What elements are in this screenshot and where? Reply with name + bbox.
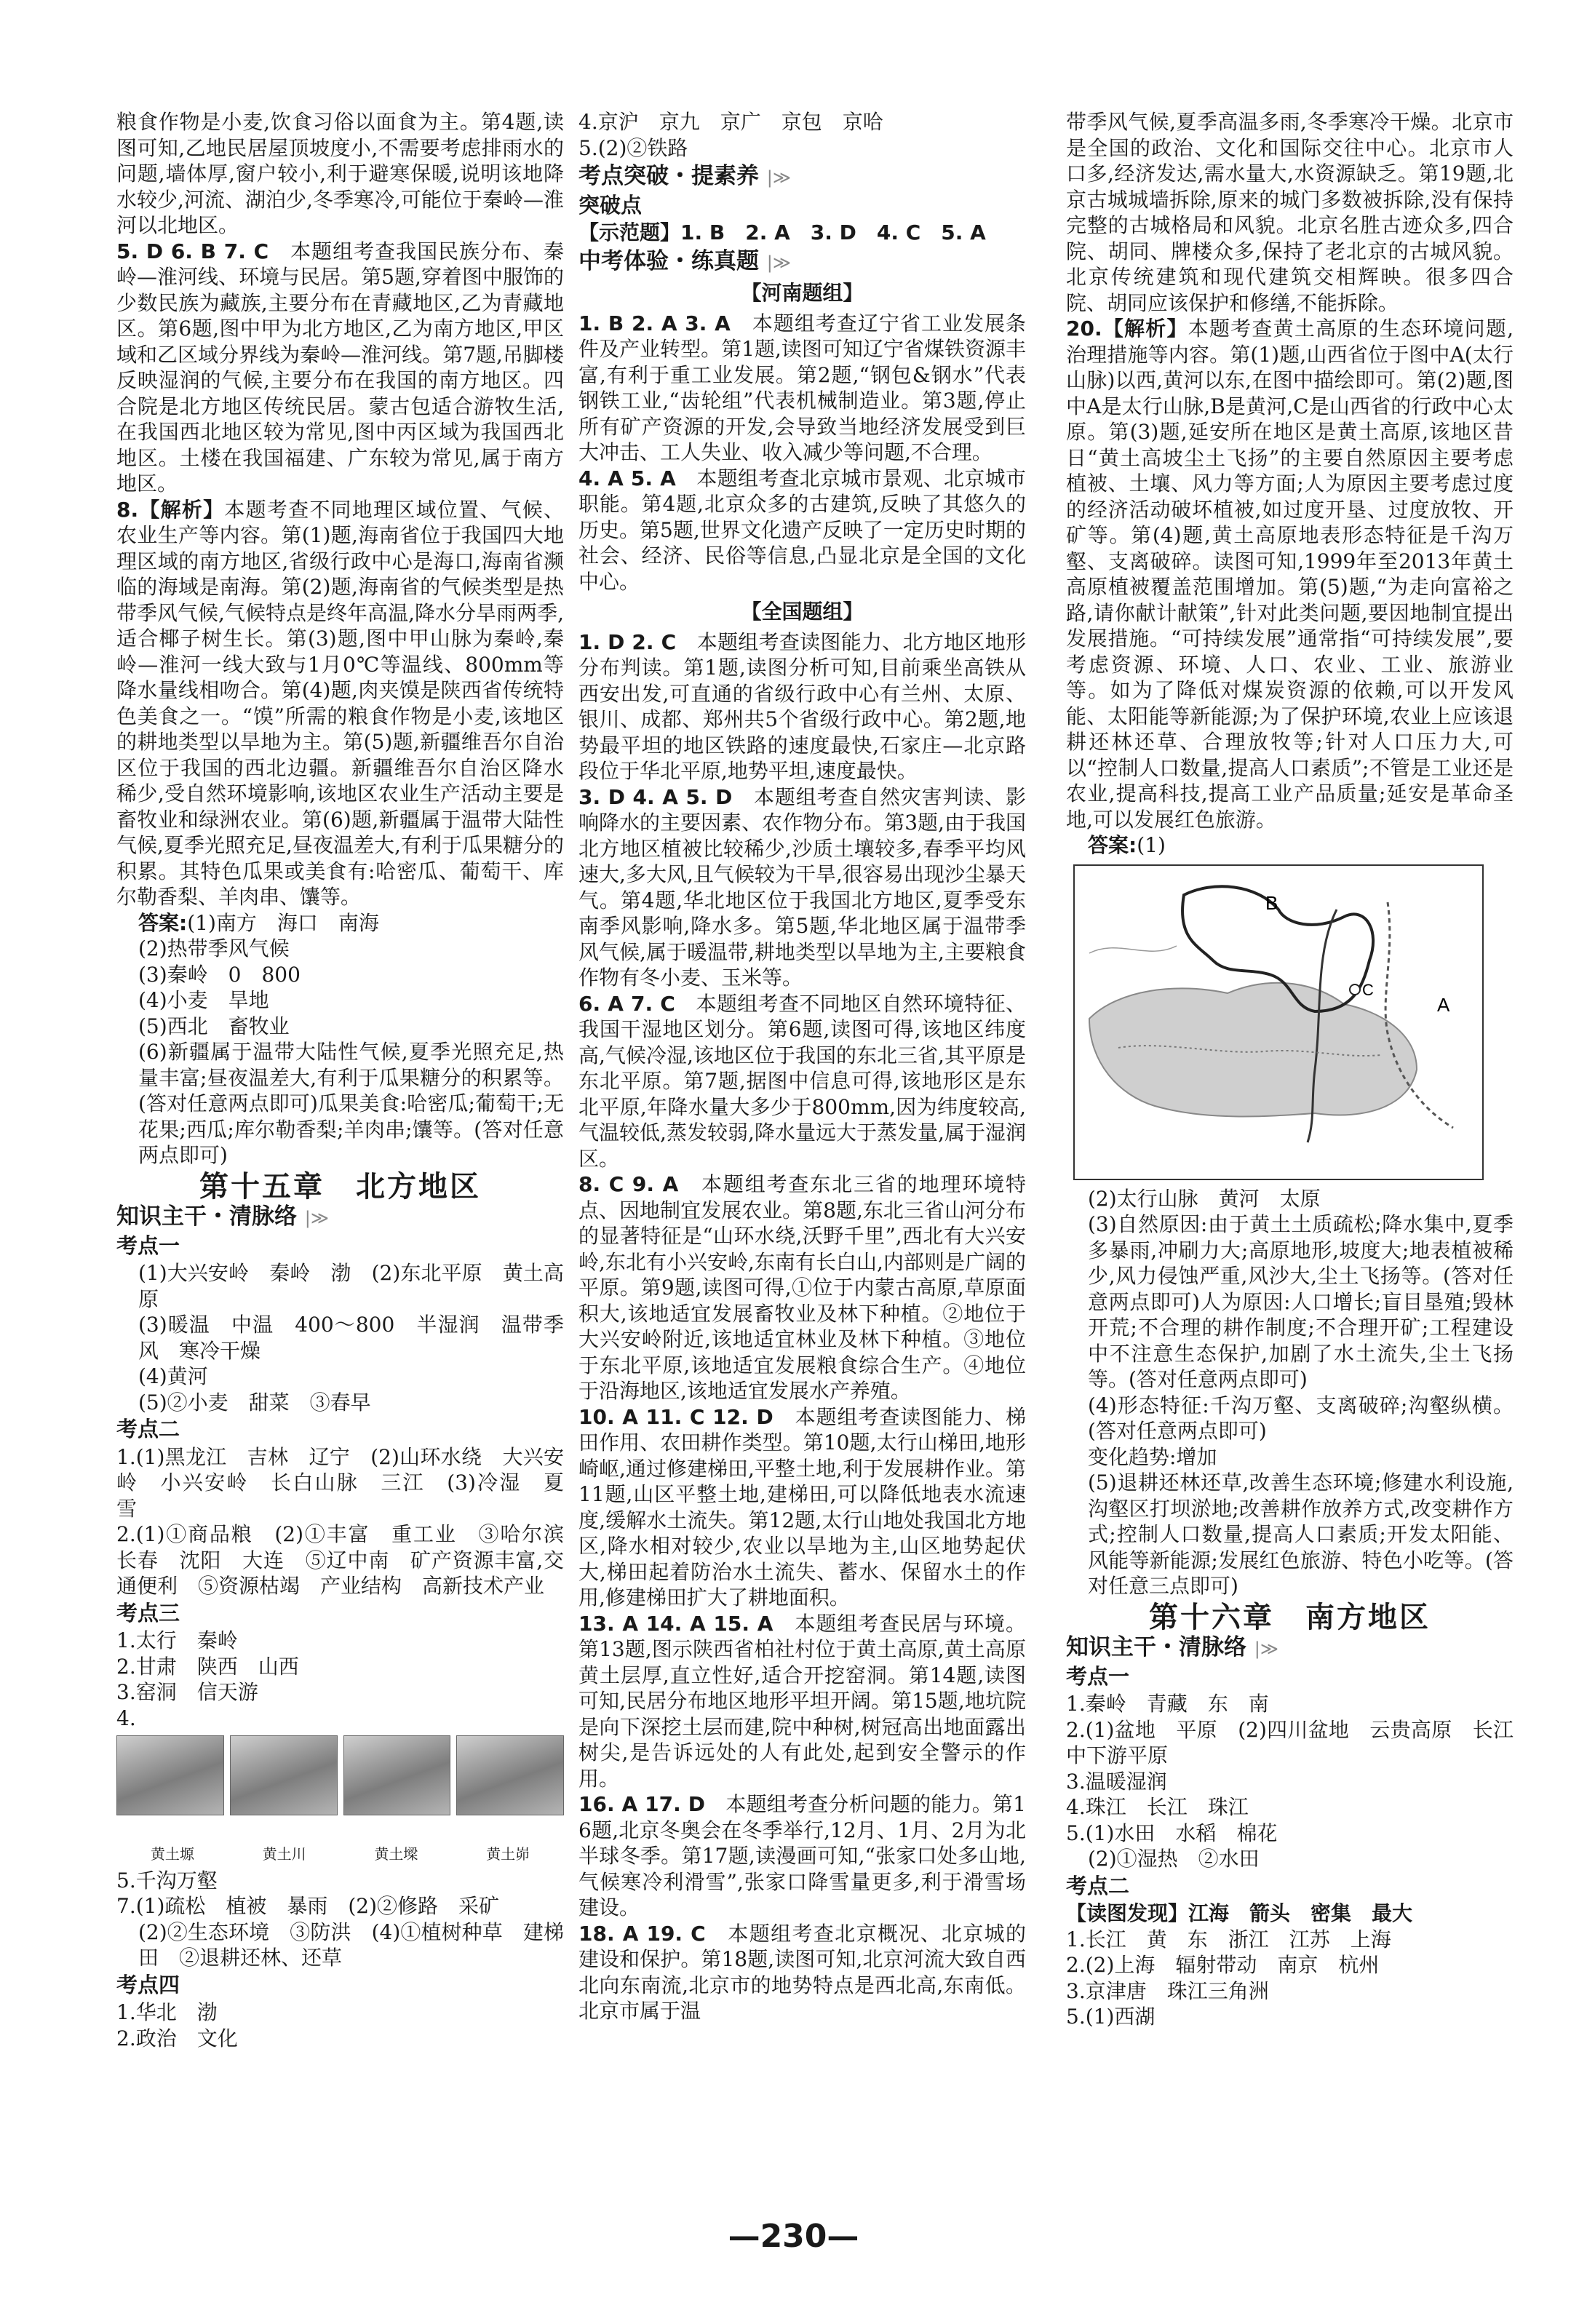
answer-label: 答案: — [1088, 833, 1137, 857]
list-item: 1.(1)黑龙江 吉林 辽宁 (2)山环水绕 大兴安岭 小兴安岭 长白山脉 三江 (3)冷湿 夏 雪 — [116, 1444, 585, 1521]
explanation: 本题组考查读图能力、北方地区地形分布判读。第1题,读图分析可知,目前乘坐高铁从西安出发,可直通的省级行政中心有兰州、太原、银川、成都、郑州共5个省级行政中心。第2题,地势最平坦的地区铁路的速度最快,石家庄—北京路段位于华北平原,地势平坦,速度最快。 — [578, 629, 1026, 783]
group-heading: 【全国题组】 — [741, 600, 864, 624]
explanation: 本题组考查北京概况、北京城的建设和保护。第18题,读图可知,北京河流大致自西北向东南流,北京市的地势特点是西北高,东南低。北京市属于温 — [578, 1921, 1026, 2023]
point-heading: 考点三 — [116, 1600, 180, 1625]
read-map-finding: 【读图发现】江海 箭头 密集 最大 — [1066, 1901, 1413, 1925]
section-heading-text: 知识主干・清脉络 — [116, 1203, 297, 1230]
explanation: 本题考查黄土高原的生态环境问题,治理措施等内容。第(1)题,山西省位于图中A(太行山脉)以西,黄河以东,在图中描绘即可。第(2)题,图中A是太行山脉,B是黄河,C是山西省的行政中心太原。第(3)题,延安所在地区是黄土高原,该地区昔日“黄土高坡尘土飞扬”的主要自然原因主要考虑植被、土壤、风力等方面;人为原因主要考虑过度的经济活动破坏植被,如过度开垦、过度放牧、开矿等。第(4)题,黄土高原地表形态特征是千沟万壑、支离破碎。读图可知,1999年至2013年黄土高原植被覆盖范围增加。第(5)题,“为走向富裕之路,请你献计献策”,针对此类问题,要因地制宜提出发展措施。“可持续发展”通常指“可持续发展”,要考虑资源、环境、人口、农业、工业、旅游业等。如为了降低对煤炭资源的依赖,可以开发风能、太阳能等新能源;为了保护环境,农业上应该退耕还林还草、合理放牧等;针对人口压力大,可以“控制人口数量,提高人口素质”;不管是工业还是农业,提高科技,提高工业产品质量;延安是革命圣地,可以发展红色旅游。 — [1066, 317, 1514, 832]
answer-key: 3. D 4. A 5. D — [578, 784, 733, 809]
answer-line: (5)退耕还林还草,改善生态环境;修建水利设施,沟壑区打坝淤地;改善耕作放养方式,改变耕作方式;控制人口数量,提高人口素质;开发太阳能、风能等新能源;发展红色旅游、特色小吃等。(答对任意三点即可) — [1088, 1471, 1514, 1598]
answer-key: 13. A 14. A 15. A — [578, 1611, 773, 1636]
answer-line: (5)西北 畜牧业 — [138, 1014, 290, 1038]
loess-plateau-map — [1073, 864, 1484, 1180]
list-item: 3.京津唐 珠江三角洲 — [1066, 1978, 1269, 2003]
photo-caption: 黄土峁 — [486, 1845, 530, 1863]
answer-line: (1) — [1137, 833, 1166, 857]
list-item: 4. — [116, 1706, 136, 1730]
list-item: 1.长江 黄 东 浙江 江苏 上海 — [1066, 1927, 1391, 1951]
explanation: 本题组考查我国民族分布、秦岭—淮河线、环境与民居。第5题,穿着图中服饰的少数民族为藏族,主要分布在青藏地区,乙为青藏地区。第6题,图中甲为北方地区,乙为南方地区,甲区域和乙区域分界线为秦岭—淮河线。第7题,吊脚楼反映湿润的气候,主要分布在我国的南方地区。四合院是北方地区传统民居。蒙古包适合游牧生活,在我国西北地区较为常见,图中丙区域为我国西北地区。土楼在我国福建、广东较为常见,属于南方地区。 — [116, 239, 564, 496]
list-item: 1.华北 渤 — [116, 2000, 218, 2024]
answer-key: 10. A 11. C 12. D — [578, 1404, 773, 1429]
question-block — [578, 1791, 1026, 1921]
explanation: 本题组考查自然灾害判读、影响降水的主要因素、农作物分布。第3题,由于我国北方地区植被比较稀少,沙质土壤较多,春季平均风速大,多大风,且气候较为干旱,很容易出现沙尘暴天气。第4题,华北地区位于我国北方地区,夏季受东南季风影响,降水多。第5题,华北地区属于温带季风气候,属于暖温带,耕地类型以旱地为主,主要粮食作物有冬小麦、玉米等。 — [578, 784, 1026, 990]
explanation: 本题组考查民居与环境。第13题,图示陕西省柏社村位于黄土高原,黄土高原黄土层厚,直立性好,适合开挖窑洞。第14题,读图可知,民居分布地区地形平坦开阔。第15题,地坑院是向下深挖土层而建,院中种树,树冠高出地面露出树尖,是告诉远处的人有此处,起到安全警示的作用。 — [578, 1611, 1026, 1791]
answer-key: 16. A 17. D — [578, 1792, 705, 1816]
point-heading: 考点一 — [1066, 1663, 1130, 1689]
answer-line: (4)小麦 旱地 — [138, 988, 269, 1012]
analysis-label: 8.【解析】 — [116, 497, 225, 522]
loess-landform-figure — [116, 1735, 564, 1868]
landform-photo — [343, 1735, 451, 1815]
answer-key: 8. C 9. A — [578, 1172, 679, 1196]
list-item: 2.(2)上海 辐射带动 南京 杭州 — [1066, 1953, 1380, 1977]
explanation: 本题组考查不同地区自然环境特征、我国干湿地区划分。第6题,读图可得,该地区纬度高,气候冷湿,该地区位于我国的东北三省,其平原是东北平原。第7题,据图中信息可得,该地形区是东北平原,年降水量大多少于800mm,因为纬度较高,气温较低,蒸发较弱,降水量远大于蒸发量,属于湿润区。 — [578, 991, 1026, 1171]
question-block — [578, 466, 1026, 595]
list-item: (1)大兴安岭 秦岭 渤 (2)东北平原 黄土高原 — [138, 1261, 564, 1311]
section-heading — [116, 1204, 564, 1232]
list-item: (2)①湿热 ②水田 — [1088, 1847, 1260, 1871]
explanation: 本题组考查分析问题的能力。第16题,北京冬奥会在冬季举行,12月、1月、2月为北半球冬季。第17题,读漫画可知,“张家口处多山地,气候寒冷利滑雪”,张家口降雪量更多,利于滑雪场建设。 — [578, 1792, 1026, 1919]
section-heading-text: 知识主干・清脉络 — [1066, 1634, 1246, 1660]
paragraph: 带季风气候,夏季高温多雨,冬季寒冷干燥。北京市是全国的政治、文化和国际交往中心。北京市人口多,经济发达,需水量大,水资源缺乏。第19题,北京古城城墙拆除,原来的城门多数被拆除,没有保持完整的古城格局和风貌。北京名胜古迹众多,四合院、胡同、牌楼众多,保持了老北京的古城风貌。北京传统建筑和现代建筑交相辉映。很多四合院、胡同应该保护和修缮,不能拆除。 — [1066, 110, 1514, 315]
list-item: 2.甘肃 陕西 山西 — [116, 1654, 299, 1679]
landform-photo — [116, 1735, 224, 1815]
chapter-title: 第十六章 南方地区 — [1149, 1600, 1431, 1634]
section-heading-text: 考点突破・提素养 — [578, 163, 759, 189]
answer-block — [1066, 832, 1514, 859]
answer-key: 5. D 6. B 7. C — [116, 239, 269, 263]
list-item: 5.(2)②铁路 — [578, 135, 688, 160]
list-item: 5.(1)西湖 — [1066, 2005, 1156, 2029]
photo-caption: 黄土塬 — [150, 1845, 194, 1863]
explanation: 本题组考查辽宁省工业发展条件及产业转型。第1题,读图可知辽宁省煤铁资源丰富,有利于重工业发展。第2题,“钢包&钢水”代表钢铁工业,“齿轮组”代表机械制造业。第3题,停止所有矿产资源的开发,会导致当地经济发展受到巨大冲击、工人失业、收入减少等问题,不合理。 — [578, 311, 1026, 464]
map-label-b: B — [1265, 891, 1278, 914]
question-block — [116, 239, 564, 497]
question-block — [578, 629, 1026, 784]
question-block — [578, 311, 1026, 466]
sub-heading: 突破点 — [578, 192, 643, 218]
list-item: 1.太行 秦岭 — [116, 1628, 238, 1652]
list-item: 5.(1)水田 水稻 棉花 — [1066, 1820, 1278, 1845]
answer-key: 6. A 7. C — [578, 991, 675, 1016]
answer-line: (3)自然原因:由于黄土土质疏松;降水集中,夏季多暴雨,冲刷力大;高原地形,坡度大;地表植被稀少,风力侵蚀严重,风沙大,尘土飞扬等。(答对任意两点即可)人为原因:人口增长;盲目垦殖;毁林开荒;不合理的耕作制度;不合理开矿;工程建设中不注意生态保护,加剧了水土流失,尘土飞扬等。(答对任意两点即可) — [1088, 1212, 1514, 1391]
explanation: 本题考查不同地理区域位置、气候、农业生产等内容。第(1)题,海南省位于我国四大地理区域的南方地区,省级行政中心是海口,海南省濒临的海域是南海。第(2)题,海南省的气候类型是热带季风气候,气候特点是终年高温,降水分旱雨两季,适合椰子树生长。第(3)题,图中甲山脉为秦岭,秦岭—淮河一线大致与1月0℃等温线、800mm等降水量线相吻合。第(4)题,肉夹馍是陕西省传统特色美食之一。“馍”所需的粮食作物是小麦,该地区的耕地类型以旱地为主。第(5)题,新疆维吾尔自治区位于我国的西北边疆。新疆维吾尔自治区降水稀少,受自然环境影响,该地区农业生产活动主要是畜牧业和绿洲农业。第(6)题,新疆属于温带大陆性气候,夏季光照充足,昼夜温差大,有利于瓜果糖分的积累。其特色瓜果或美食有:哈密瓜、葡萄干、库尔勒香梨、羊肉串、馕等。 — [116, 497, 564, 909]
question-block — [578, 1611, 1026, 1792]
map-label-c: C — [1362, 980, 1374, 999]
map-label-a: A — [1437, 993, 1450, 1016]
column-left — [116, 109, 585, 2051]
list-item: 2.政治 文化 — [116, 2026, 238, 2050]
list-item: 5.千沟万壑 — [116, 1868, 218, 1893]
double-chevron-icon: |≫ — [766, 252, 792, 273]
list-item: (4)黄河 — [138, 1364, 208, 1388]
list-item: 3.温暖湿润 — [1066, 1769, 1167, 1794]
photo-strip — [116, 1735, 564, 1815]
demo-answers: 【示范题】1. B 2. A 3. D 4. C 5. A — [578, 220, 986, 244]
list-item: 3.窑洞 信天游 — [116, 1680, 258, 1704]
answer-line: (4)形态特征:千沟万壑、支离破碎;沟壑纵横。(答对任意两点即可) — [1088, 1393, 1514, 1443]
question-block — [578, 1921, 1026, 2024]
taiyuan-point — [1350, 984, 1360, 995]
answer-line: (2)热带季风气候 — [138, 936, 290, 960]
double-chevron-icon: |≫ — [1254, 1639, 1279, 1659]
double-chevron-icon: |≫ — [304, 1208, 330, 1228]
section-heading — [578, 164, 1026, 191]
list-item: (5)②小麦 甜菜 ③春早 — [138, 1390, 371, 1414]
question-block — [578, 1404, 1026, 1611]
list-item: 1.秦岭 青藏 东 南 — [1066, 1692, 1269, 1716]
section-heading-text: 中考体验・练真题 — [578, 247, 759, 274]
point-heading: 考点四 — [116, 1972, 180, 1997]
analysis-label: 20.【解析】 — [1066, 317, 1188, 341]
list-item: 4.珠江 长江 珠江 — [1066, 1795, 1249, 1819]
list-item: 4.京沪 京九 京广 京包 京哈 — [578, 110, 883, 134]
photo-caption: 黄土川 — [262, 1845, 306, 1863]
question-block — [578, 1171, 1026, 1404]
answer-line: (2)太行山脉 黄河 太原 — [1088, 1186, 1321, 1211]
point-heading: 考点二 — [1066, 1873, 1130, 1898]
group-heading: 【河南题组】 — [741, 281, 864, 305]
explanation: 本题组考查东北三省的地理环境特点、因地制宜发展农业。第8题,东北三省山河分布的显著特征是“山环水绕,沃野千里”,西北有大兴安岭,东北有小兴安岭,东南有长白山,内部则是广阔的平原。第9题,读图可得,①位于内蒙古高原,草原面积大,该地适宜发展畜牧业及林下种植。②地位于大兴安岭附近,该地适宜林业及林下种植。③地位于东北平原,该地适宜发展粮食综合生产。④地位于沿海地区,该地适宜发展水产养殖。 — [578, 1172, 1026, 1403]
landform-photo — [456, 1735, 564, 1815]
question-block — [116, 497, 564, 910]
list-item: 2.(1)①商品粮 (2)①丰富 重工业 ③哈尔滨 长春 沈阳 大连 ⑤辽中南 矿产资源丰富,交通便利 ⑤资源枯竭 产业结构 高新技术产业 — [116, 1522, 585, 1598]
section-heading — [1066, 1635, 1514, 1663]
landform-photo — [230, 1735, 338, 1815]
list-item: 7.(1)疏松 植被 暴雨 (2)②修路 采矿 — [116, 1894, 500, 1918]
double-chevron-icon: |≫ — [766, 167, 792, 188]
answer-key: 4. A 5. A — [578, 466, 676, 490]
list-item: (3)暖温 中温 400～800 半湿润 温带季风 寒冷干燥 — [138, 1313, 564, 1363]
answer-line: (6)新疆属于温带大陆性气候,夏季光照充足,热量丰富;昼夜温差大,有利于瓜果糖分的积累等。(答对任意两点即可)瓜果美食:哈密瓜;葡萄干;无花果;西瓜;库尔勒香梨;羊肉串;馕等。(答对任意两点即可) — [138, 1040, 564, 1167]
answer-key: 1. B 2. A 3. A — [578, 311, 731, 335]
answer-key: 1. D 2. C — [578, 629, 677, 654]
question-block — [578, 991, 1026, 1172]
point-heading: 考点二 — [116, 1417, 180, 1441]
section-heading — [578, 249, 1026, 276]
answer-line: (3)秦岭 0 800 — [138, 962, 301, 987]
explanation: 本题组考查北京城市景观、北京城市职能。第4题,北京众多的古建筑,反映了其悠久的历史。第5题,世界文化遗产反映了一定历史时期的社会、经济、民俗等信息,凸显北京是全国的文化中心。 — [578, 466, 1026, 594]
question-block — [1066, 316, 1514, 832]
photo-caption: 黄土墚 — [374, 1845, 418, 1863]
question-block — [578, 784, 1026, 991]
explanation: 本题组考查读图能力、梯田作用、农田耕作类型。第10题,太行山梯田,地形崎岖,通过修建梯田,平整土地,利于发展耕作业。第11题,山区平整土地,建梯田,可以降低地表水流速度,缓解水土流失。第12题,太行山地处我国北方地区,降水相对较少,农业以旱地为主,山区地势起伏大,梯田起着防治水土流失、蓄水、保留水土的作用,修建梯田扩大了耕地面积。 — [578, 1404, 1026, 1609]
column-middle — [578, 109, 1026, 2024]
column-right — [1066, 109, 1514, 2030]
point-heading: 考点一 — [116, 1233, 180, 1258]
answer-key: 18. A 19. C — [578, 1921, 706, 1946]
paragraph: 粮食作物是小麦,饮食习俗以面食为主。第4题,读图可知,乙地民居屋顶坡度小,不需要考虑排雨水的问题,墙体厚,窗户较小,利于避寒保暖,说明该地降水较少,河流、湖泊少,冬季寒冷,可能位于秦岭—淮河以北地区。 — [116, 110, 564, 237]
page-number: —230— — [728, 2218, 859, 2255]
chapter-title: 第十五章 北方地区 — [199, 1169, 481, 1203]
answer-line: 变化趋势:增加 — [1088, 1444, 1217, 1469]
answer-line: (1)南方 海口 南海 — [187, 910, 379, 935]
list-item: 2.(1)盆地 平原 (2)四川盆地 云贵高原 长江中下游平原 — [1066, 1717, 1514, 1767]
list-item: (2)②生态环境 ③防洪 (4)①植树种草 建梯田 ②退耕还林、还草 — [138, 1919, 564, 1970]
answer-label: 答案: — [138, 910, 188, 935]
photo-captions — [116, 1842, 564, 1868]
answer-block — [116, 910, 564, 936]
